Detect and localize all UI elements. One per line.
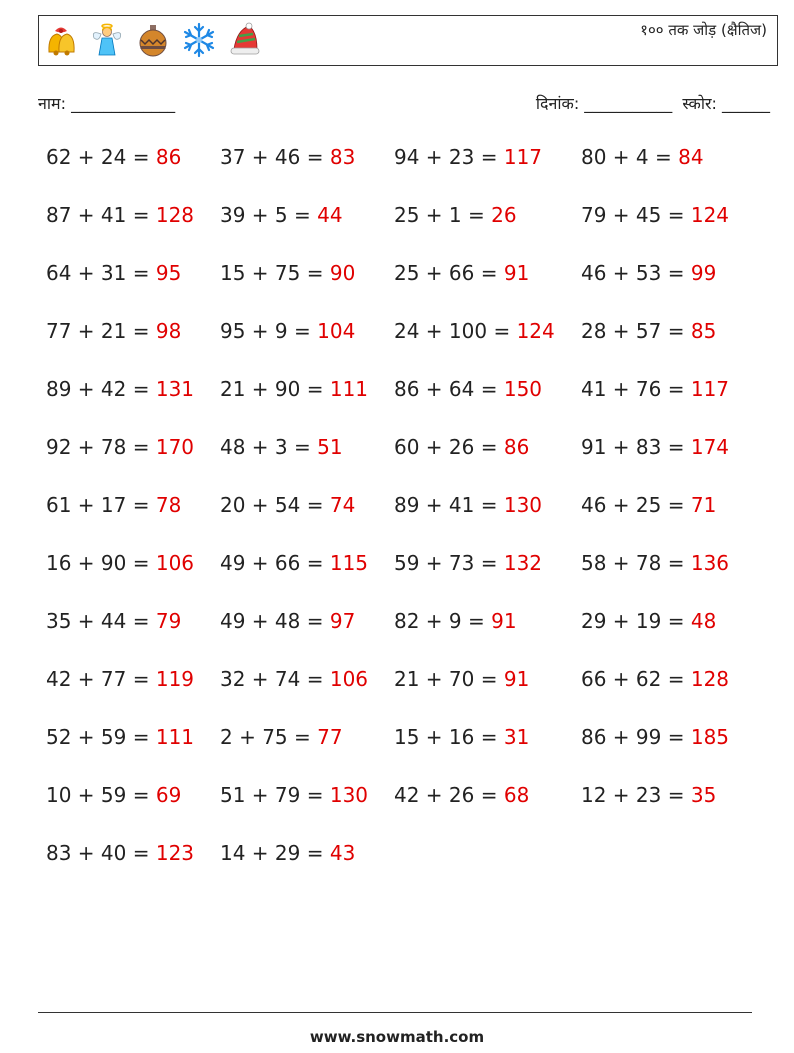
- ornament-icon: [135, 22, 171, 58]
- answer: 106: [155, 551, 195, 575]
- question: 21 + 70 =: [394, 667, 504, 691]
- problem: [220, 377, 368, 401]
- problem: [46, 377, 194, 401]
- problem: [220, 667, 368, 691]
- question: 24 + 100 =: [394, 319, 517, 343]
- problem: [220, 841, 355, 865]
- answer: 78: [155, 493, 182, 517]
- answer: 43: [329, 841, 356, 865]
- question: 12 + 23 =: [581, 783, 691, 807]
- problem-row: [46, 667, 766, 725]
- answer: 79: [155, 609, 182, 633]
- question: 82 + 9 =: [394, 609, 492, 633]
- answer: 91: [503, 667, 530, 691]
- answer: 104: [317, 319, 356, 343]
- problem: [220, 435, 343, 459]
- problem: [46, 319, 181, 343]
- question: 15 + 75 =: [220, 261, 330, 285]
- question: 60 + 26 =: [394, 435, 504, 459]
- question: 86 + 64 =: [394, 377, 504, 401]
- problem: [581, 493, 716, 517]
- answer: 99: [690, 261, 717, 285]
- problem: [220, 493, 355, 517]
- problem-row: [46, 203, 766, 261]
- problem: [581, 377, 729, 401]
- question: 87 + 41 =: [46, 203, 156, 227]
- answer: 130: [329, 783, 369, 807]
- problem: [46, 609, 181, 633]
- problem: [581, 203, 729, 227]
- date-score-fields: [536, 92, 770, 114]
- question: 25 + 1 =: [394, 203, 492, 227]
- problem: [394, 609, 517, 633]
- question: 66 + 62 =: [581, 667, 691, 691]
- question: 77 + 21 =: [46, 319, 156, 343]
- name-field: नाम: _____________: [38, 94, 176, 113]
- question: 20 + 54 =: [220, 493, 330, 517]
- answer: 77: [317, 725, 343, 749]
- answer: 44: [317, 203, 343, 227]
- date-field: दिनांक: ___________: [535, 94, 673, 113]
- question: 89 + 42 =: [46, 377, 156, 401]
- answer: 128: [155, 203, 195, 227]
- problem: [581, 319, 716, 343]
- question: 49 + 48 =: [220, 609, 330, 633]
- worksheet-title: १०० तक जोड़ (क्षैतिज): [640, 21, 767, 39]
- question: 48 + 3 =: [220, 435, 318, 459]
- question: 86 + 99 =: [581, 725, 691, 749]
- question: 80 + 4 =: [581, 145, 679, 169]
- answer: 69: [155, 783, 182, 807]
- problem: [46, 435, 194, 459]
- question: 58 + 78 =: [581, 551, 691, 575]
- problem-row: [46, 609, 766, 667]
- problem: [46, 841, 194, 865]
- worksheet-header: [38, 15, 778, 66]
- question: 35 + 44 =: [46, 609, 156, 633]
- answer: 123: [155, 841, 195, 865]
- bells-icon: [43, 22, 79, 58]
- question: 94 + 23 =: [394, 145, 504, 169]
- problem: [394, 203, 517, 227]
- question: 62 + 24 =: [46, 145, 156, 169]
- santa-hat-icon: [227, 22, 263, 58]
- question: 79 + 45 =: [581, 203, 691, 227]
- question: 32 + 74 =: [220, 667, 330, 691]
- problem: [394, 261, 529, 285]
- problem: [394, 667, 529, 691]
- problem: [220, 261, 355, 285]
- question: 46 + 25 =: [581, 493, 691, 517]
- answer: 91: [491, 609, 517, 633]
- problem: [581, 261, 716, 285]
- answer: 95: [155, 261, 182, 285]
- question: 92 + 78 =: [46, 435, 156, 459]
- question: 2 + 75 =: [220, 725, 318, 749]
- problem: [46, 725, 194, 749]
- answer: 124: [690, 203, 730, 227]
- problem: [220, 551, 368, 575]
- answer: 71: [690, 493, 717, 517]
- problem: [220, 783, 368, 807]
- problem-row: [46, 261, 766, 319]
- problem: [581, 145, 704, 169]
- answer: 150: [503, 377, 543, 401]
- problem: [394, 493, 542, 517]
- question: 16 + 90 =: [46, 551, 156, 575]
- answer: 31: [503, 725, 530, 749]
- problem: [220, 319, 355, 343]
- snowflake-icon: [181, 22, 217, 58]
- question: 41 + 76 =: [581, 377, 691, 401]
- question: 61 + 17 =: [46, 493, 156, 517]
- problem: [394, 377, 542, 401]
- answer: 117: [503, 145, 543, 169]
- problem: [46, 203, 194, 227]
- problem: [581, 435, 729, 459]
- score-field: स्कोर: ______: [682, 94, 770, 113]
- problem: [581, 609, 716, 633]
- answer: 185: [690, 725, 730, 749]
- problem: [394, 145, 542, 169]
- question: 14 + 29 =: [220, 841, 330, 865]
- question: 49 + 66 =: [220, 551, 330, 575]
- answer: 68: [503, 783, 530, 807]
- answer: 74: [329, 493, 356, 517]
- problem: [581, 725, 729, 749]
- answer: 98: [155, 319, 182, 343]
- problem: [46, 783, 181, 807]
- problem: [394, 551, 542, 575]
- question: 89 + 41 =: [394, 493, 504, 517]
- problem-row: [46, 725, 766, 783]
- problem: [46, 145, 181, 169]
- problem: [394, 725, 529, 749]
- problem: [581, 667, 729, 691]
- problem-row: [46, 841, 766, 899]
- answer: 26: [491, 203, 517, 227]
- question: 46 + 53 =: [581, 261, 691, 285]
- question: 59 + 73 =: [394, 551, 504, 575]
- answer: 51: [317, 435, 343, 459]
- answer: 136: [690, 551, 730, 575]
- answer: 35: [690, 783, 717, 807]
- answer: 117: [690, 377, 730, 401]
- answer: 90: [329, 261, 356, 285]
- answer: 130: [503, 493, 543, 517]
- footer-divider: [38, 1012, 752, 1013]
- problem-grid: [46, 145, 766, 899]
- question: 95 + 9 =: [220, 319, 318, 343]
- footer-url: www.snowmath.com: [309, 1028, 485, 1046]
- question: 28 + 57 =: [581, 319, 691, 343]
- question: 83 + 40 =: [46, 841, 156, 865]
- answer: 97: [329, 609, 356, 633]
- problem-row: [46, 377, 766, 435]
- answer: 131: [155, 377, 195, 401]
- question: 21 + 90 =: [220, 377, 330, 401]
- problem-row: [46, 319, 766, 377]
- answer: 86: [155, 145, 182, 169]
- answer: 174: [690, 435, 730, 459]
- answer: 119: [155, 667, 195, 691]
- question: 51 + 79 =: [220, 783, 330, 807]
- problem: [46, 551, 194, 575]
- answer: 48: [690, 609, 717, 633]
- icon-strip: [43, 22, 263, 58]
- problem: [46, 667, 194, 691]
- answer: 83: [329, 145, 356, 169]
- problem: [581, 783, 716, 807]
- answer: 128: [690, 667, 730, 691]
- problem: [220, 203, 343, 227]
- question: 25 + 66 =: [394, 261, 504, 285]
- problem: [220, 145, 355, 169]
- question: 42 + 77 =: [46, 667, 156, 691]
- problem: [220, 609, 355, 633]
- question: 39 + 5 =: [220, 203, 318, 227]
- problem: [46, 493, 181, 517]
- problem: [394, 319, 555, 343]
- problem: [394, 783, 529, 807]
- answer: 132: [503, 551, 543, 575]
- answer: 111: [155, 725, 195, 749]
- answer: 91: [503, 261, 530, 285]
- answer: 106: [329, 667, 369, 691]
- answer: 170: [155, 435, 195, 459]
- question: 52 + 59 =: [46, 725, 156, 749]
- problem: [46, 261, 181, 285]
- answer: 86: [503, 435, 530, 459]
- problem-row: [46, 435, 766, 493]
- answer: 85: [690, 319, 717, 343]
- problem: [581, 551, 729, 575]
- question: 29 + 19 =: [581, 609, 691, 633]
- answer: 124: [516, 319, 555, 343]
- problem: [394, 435, 529, 459]
- answer: 111: [329, 377, 369, 401]
- question: 37 + 46 =: [220, 145, 330, 169]
- question: 42 + 26 =: [394, 783, 504, 807]
- angel-icon: [89, 22, 125, 58]
- question: 15 + 16 =: [394, 725, 504, 749]
- question: 91 + 83 =: [581, 435, 691, 459]
- problem-row: [46, 551, 766, 609]
- answer: 84: [678, 145, 704, 169]
- question: 64 + 31 =: [46, 261, 156, 285]
- problem: [220, 725, 343, 749]
- problem-row: [46, 145, 766, 203]
- problem-row: [46, 493, 766, 551]
- question: 10 + 59 =: [46, 783, 156, 807]
- problem-row: [46, 783, 766, 841]
- answer: 115: [329, 551, 369, 575]
